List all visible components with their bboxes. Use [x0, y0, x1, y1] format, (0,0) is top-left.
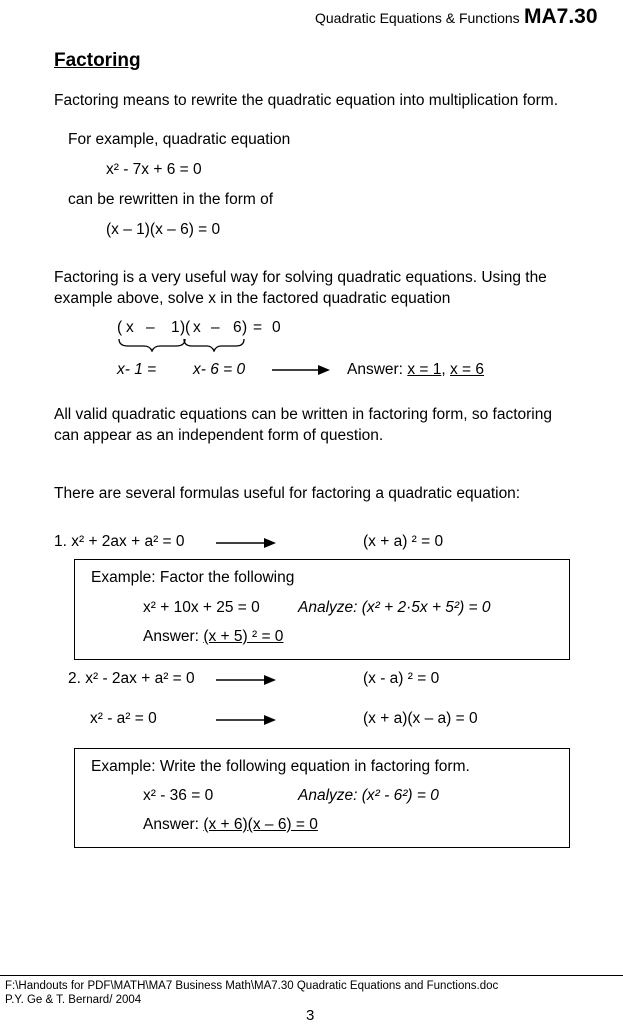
- example-equation: x² - 7x + 6 = 0: [106, 161, 202, 178]
- arrow-right-icon: [272, 364, 332, 376]
- solve-answer: [347, 361, 484, 379]
- footer-path: F:\Handouts for PDF\MATH\MA7 Business Math\MA7.30 Quadratic Equations and Functions.doc: [5, 980, 499, 992]
- solve-part-2: x- 6 = 0: [193, 361, 246, 378]
- useful-line-2: example above, solve x in the factored quadratic equation: [54, 290, 451, 307]
- box-1-equation: x² + 10x + 25 = 0: [143, 599, 260, 616]
- valid-line-1: All valid quadratic equations can be written in factoring form, so factoring: [54, 406, 552, 423]
- box-2-answer-label: Answer:: [143, 816, 199, 833]
- solve-paren-open-1: (: [117, 319, 123, 336]
- box-1-answer-label: Answer:: [143, 628, 199, 645]
- solve-one: 1: [171, 319, 180, 336]
- formula-2-left: 2. x² - 2ax + a² = 0: [68, 670, 195, 687]
- useful-line-1: Factoring is a very useful way for solving quadratic equations. Using the: [54, 269, 547, 286]
- brace-icon: [118, 338, 188, 352]
- box-1-analyze: Analyze: (x² + 2·5x + 5²) = 0: [298, 599, 491, 616]
- formula-2-right: (x - a) ² = 0: [363, 670, 440, 687]
- solve-equals: =: [253, 319, 263, 336]
- page-number: 3: [306, 1007, 315, 1024]
- solve-answer-label: Answer:: [347, 361, 403, 378]
- solve-part-1: x- 1 =: [117, 361, 157, 378]
- solve-x-1: x: [126, 319, 134, 336]
- formulas-intro: There are several formulas useful for factoring a quadratic equation:: [54, 485, 521, 502]
- arrow-right-icon: [216, 714, 278, 726]
- header-code: MA7.30: [523, 5, 598, 28]
- section-heading: Factoring: [54, 50, 141, 71]
- solve-paren-open-2: (: [185, 319, 191, 336]
- header-title: Quadratic Equations & Functions: [315, 10, 520, 26]
- solve-answer-2: x = 6: [449, 361, 485, 378]
- box-2-equation: x² - 36 = 0: [143, 787, 214, 804]
- solve-zero: 0: [272, 319, 281, 336]
- solve-paren-close-1: ): [180, 319, 186, 336]
- formula-3-left: x² - a² = 0: [90, 710, 157, 727]
- formula-1-right: (x + a) ² = 0: [363, 533, 444, 550]
- box-2-analyze: Analyze: (x² - 6²) = 0: [298, 787, 439, 804]
- box-2-answer: [143, 816, 318, 834]
- box-2-title: Example: Write the following equation in factoring form.: [91, 758, 470, 775]
- solve-answer-comma: ,: [441, 361, 446, 378]
- box-1-title: Example: Factor the following: [91, 569, 295, 586]
- arrow-right-icon: [216, 674, 278, 686]
- formula-3-right: (x + a)(x – a) = 0: [363, 710, 478, 727]
- brace-icon: [183, 338, 245, 352]
- intro-text: Factoring means to rewrite the quadratic equation into multiplication form.: [54, 92, 558, 109]
- example-factored: (x – 1)(x – 6) = 0: [106, 221, 221, 238]
- solve-minus-2: –: [211, 319, 220, 336]
- solve-x-2: x: [193, 319, 201, 336]
- solve-answer-1: x = 1: [407, 361, 442, 378]
- valid-line-2: can appear as an independent form of question.: [54, 427, 384, 444]
- page-header: [315, 5, 598, 29]
- solve-paren-close-2: ): [242, 319, 248, 336]
- solve-six: 6: [233, 319, 242, 336]
- arrow-right-icon: [216, 537, 278, 549]
- example-lead: For example, quadratic equation: [68, 131, 291, 148]
- box-1-answer: [143, 628, 283, 646]
- example-rewrite: can be rewritten in the form of: [68, 191, 274, 208]
- box-2-answer-value: (x + 6)(x – 6) = 0: [203, 816, 318, 833]
- footer-rule: [0, 975, 623, 976]
- box-1-answer-value: (x + 5) ² = 0: [203, 628, 284, 645]
- footer-authors: P.Y. Ge & T. Bernard/ 2004: [5, 994, 142, 1006]
- formula-1-left: 1. x² + 2ax + a² = 0: [54, 533, 185, 550]
- solve-minus-1: –: [146, 319, 155, 336]
